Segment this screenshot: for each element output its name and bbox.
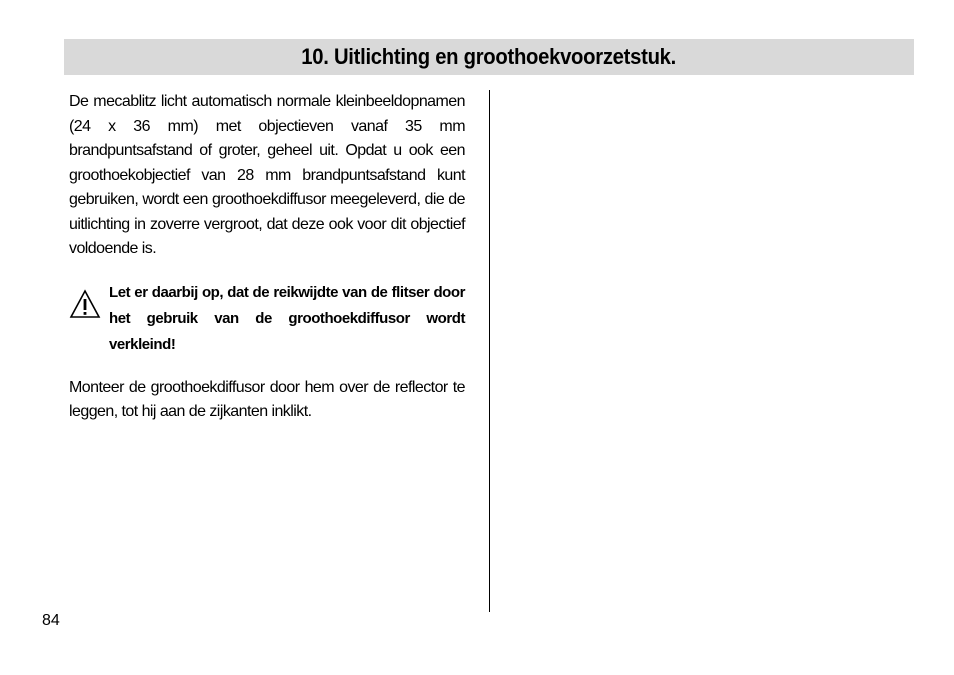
warning-triangle-icon: [69, 289, 101, 319]
page-title: 10. Uitlichting en groothoekvoorzetstuk.: [301, 44, 677, 69]
warning-text: Let er daarbij op, dat de reikwijdte van de flitser door het gebruik van de groothoekdiffusor wordt verkleind!: [109, 283, 465, 353]
intro-paragraph: De mecablitz licht automatisch normale kleinbeeldopnamen (24 x 36 mm) met objectieven vanaf 35 mm brandpuntsafstand of groter, geheel uit. Opdat u ook een groothoekobjectief van 28 mm brandpuntsafstand kunt gebruiken, wordt een groothoekdiffusor meegeleverd, die de uitlichting in zoverre vergroot, dat deze ook voor dit objectief voldoende is.: [69, 93, 465, 257]
mounting-paragraph: Monteer de groothoekdiffusor door hem over de reflector te leggen, tot hij aan de zijkanten inklikt.: [69, 378, 465, 420]
page-number: 84: [42, 612, 60, 629]
column-divider: [489, 90, 490, 612]
warning-note: [69, 280, 465, 358]
left-column: [69, 90, 465, 425]
section-header-bar: [64, 39, 914, 75]
